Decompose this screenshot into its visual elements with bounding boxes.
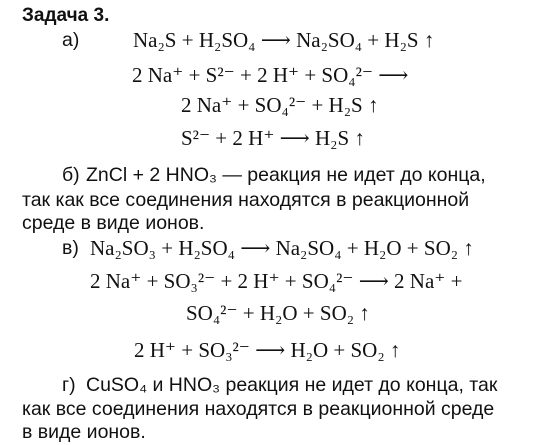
part-c-equation-3: SO₄²⁻ + H₂O + SO₂ ↑	[186, 301, 370, 325]
part-b-text-2: так как все соединения находятся в реакционной	[22, 189, 470, 211]
part-a-equation-4: S²⁻ + 2 H⁺ ⟶ H₂S ↑	[181, 126, 365, 150]
part-c-equation-4: 2 H⁺ + SO₃²⁻ ⟶ H₂O + SO₂ ↑	[134, 338, 401, 362]
part-d-label: г)	[62, 374, 76, 396]
part-b-label: б)	[62, 164, 80, 186]
part-d-text-2: как все соединения находятся в реакционной среде	[22, 398, 495, 420]
part-b-text-1: ZnCl + 2 HNO₃ — реакция не идет до конца,	[86, 164, 486, 186]
part-c-label: в)	[62, 237, 79, 259]
part-d-text-3: в виде ионов.	[22, 421, 146, 443]
part-a-equation-1: Na₂S + H₂SO₄ ⟶ Na₂SO₄ + H₂S ↑	[133, 28, 435, 52]
part-a-equation-3: 2 Na⁺ + SO₄²⁻ + H₂S ↑	[181, 93, 379, 117]
part-c-equation-2: 2 Na⁺ + SO₃²⁻ + 2 H⁺ + SO₄²⁻ ⟶ 2 Na⁺ +	[90, 269, 463, 293]
part-a-label: а)	[62, 29, 80, 51]
part-c-equation-1: Na₂SO₃ + H₂SO₄ ⟶ Na₂SO₄ + H₂O + SO₂ ↑	[90, 236, 474, 260]
part-d-text-1: CuSO₄ и HNO₃ реакция не идет до конца, так	[86, 374, 498, 396]
part-a-equation-2: 2 Na⁺ + S²⁻ + 2 H⁺ + SO₄²⁻ ⟶	[132, 63, 409, 87]
part-b-text-3: среде в виде ионов.	[22, 212, 205, 234]
problem-title: Задача 3.	[22, 5, 110, 26]
